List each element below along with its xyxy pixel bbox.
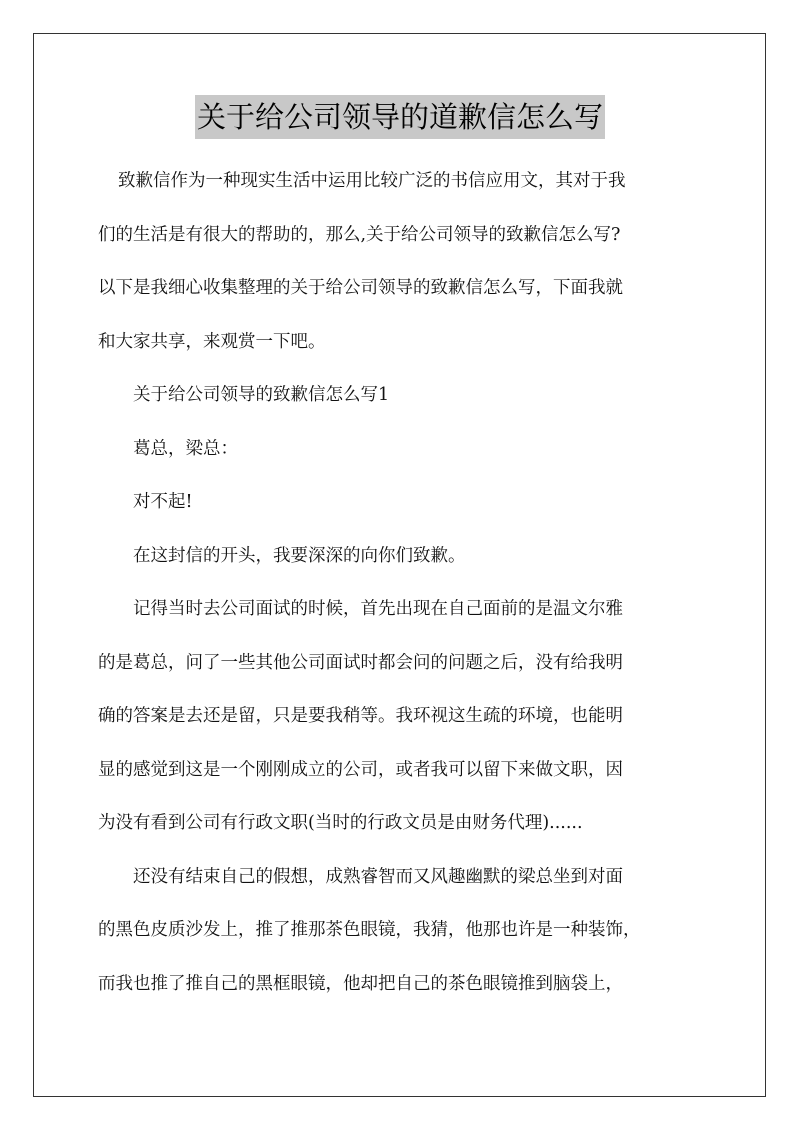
title-container	[0, 95, 800, 139]
paragraph-line: 记得当时去公司面试的时候，首先出现在自己面前的是温文尔雅	[133, 599, 623, 619]
paragraph-line: 的黑色皮质沙发上，推了推那茶色眼镜，我猜，他那也许是一种装饰，	[98, 920, 641, 940]
paragraph-line: 而我也推了推自己的黑框眼镜，他却把自己的茶色眼镜推到脑袋上，	[98, 973, 623, 994]
section-heading: 关于给公司领导的致歉信怎么写1	[133, 385, 390, 405]
paragraph-line: 还没有结束自己的假想，成熟睿智而又风趣幽默的梁总坐到对面	[133, 866, 623, 887]
document-body	[98, 168, 704, 1024]
paragraph-line: 和大家共享，来观赏一下吧。	[98, 331, 326, 352]
paragraph-line: 确的答案是去还是留，只是要我稍等。我环视这生疏的环境，也能明	[98, 706, 623, 726]
paragraph-line: 显的感觉到这是一个刚刚成立的公司，或者我可以留下来做文职，因	[98, 759, 623, 780]
paragraph-line: 的是葛总，问了一些其他公司面试时都会问的问题之后，没有给我明	[98, 652, 623, 673]
paragraph-line: 对不起!	[133, 492, 193, 512]
paragraph-line: 为没有看到公司有行政文职(当时的行政文员是由财务代理)......	[98, 813, 583, 833]
document-title: 关于给公司领导的道歉信怎么写	[195, 95, 605, 139]
salutation: 葛总，梁总：	[133, 438, 238, 459]
paragraph-line: 以下是我细心收集整理的关于给公司领导的致歉信怎么写，下面我就	[98, 278, 623, 298]
paragraph-line: 在这封信的开头，我要深深的向你们致歉。	[133, 545, 466, 566]
paragraph-line: 们的生活是有很大的帮助的，那么,关于给公司领导的致歉信怎么写?	[98, 224, 621, 245]
paragraph-line: 致歉信作为一种现实生活中运用比较广泛的书信应用文，其对于我	[118, 171, 626, 191]
